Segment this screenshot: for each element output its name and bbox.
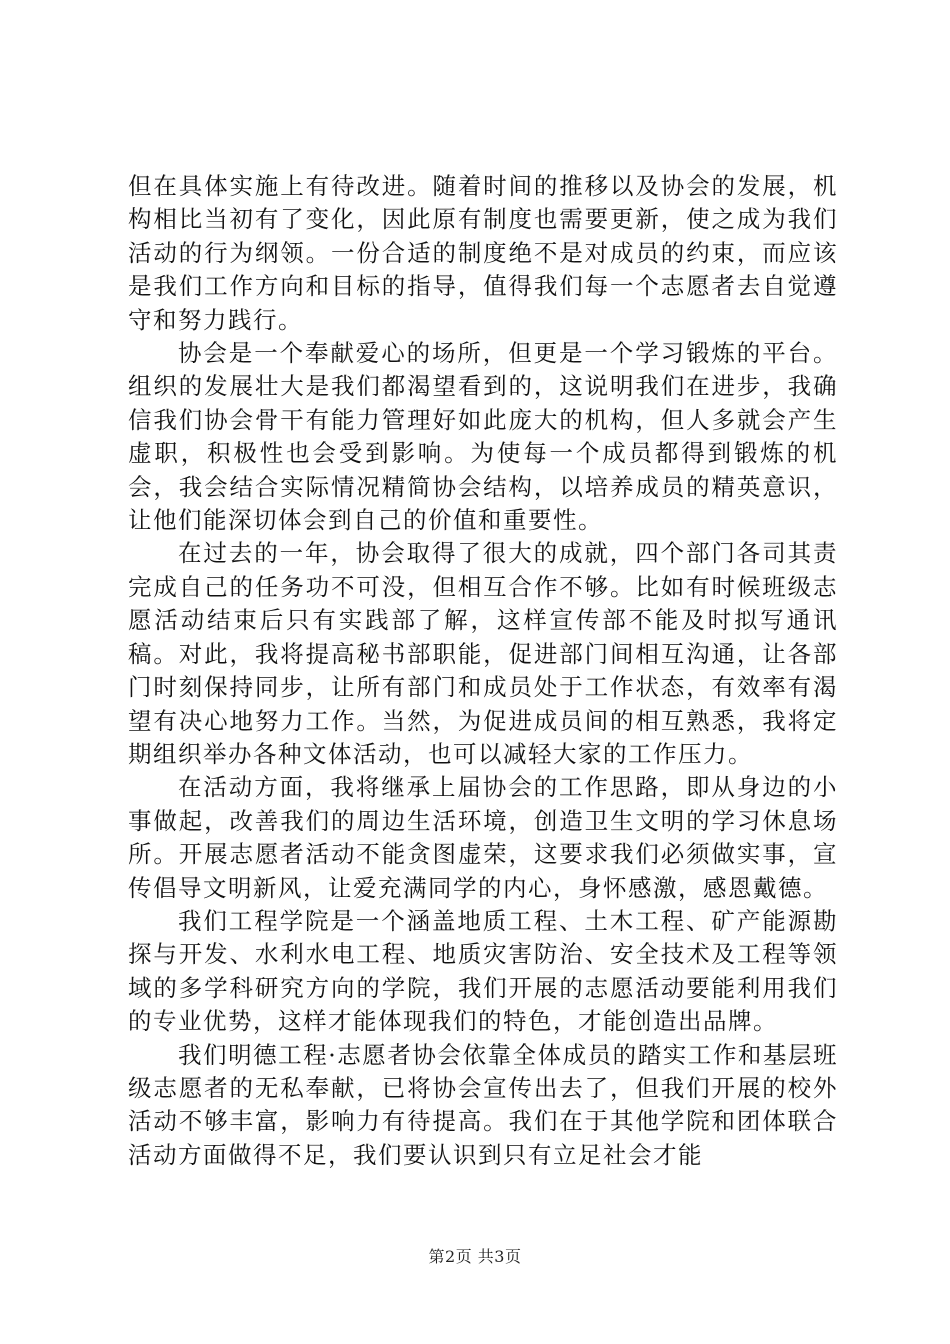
document-body [128, 170, 838, 1172]
paragraph-3: 在过去的一年，协会取得了很大的成就，四个部门各司其责完成自己的任务功不可没，但相互合作不够。比如有时候班级志愿活动结束后只有实践部了解，这样宣传部不能及时拟写通讯稿。对此，我将提高秘书部职能，促进部门间相互沟通，让各部门时刻保持同步，让所有部门和成员处于工作状态，有效率有渴望有决心地努力工作。当然，为促进成员间的相互熟悉，我将定期组织举办各种文体活动，也可以减轻大家的工作压力。 [128, 539, 838, 768]
page-footer: 第2页 共3页 [428, 1247, 522, 1266]
paragraph-1: 但在具体实施上有待改进。随着时间的推移以及协会的发展，机构相比当初有了变化，因此原有制度也需要更新，使之成为我们活动的行为纲领。一份合适的制度绝不是对成员的约束，而应该是我们工作方向和目标的指导，值得我们每一个志愿者去自觉遵守和努力践行。 [128, 172, 838, 334]
paragraph-6: 我们明德工程·志愿者协会依靠全体成员的踏实工作和基层班级志愿者的无私奉献，已将协会宣传出去了，但我们开展的校外活动不够丰富，影响力有待提高。我们在于其他学院和团体联合活动方面做得不足，我们要认识到只有立足社会才能 [128, 1040, 838, 1169]
paragraph-2: 协会是一个奉献爱心的场所，但更是一个学习锻炼的平台。组织的发展壮大是我们都渴望看到的，这说明我们在进步，我确信我们协会骨干有能力管理好如此庞大的机构，但人多就会产生虚职，积极性也会受到影响。为使每一个成员都得到锻炼的机会，我会结合实际情况精简协会结构，以培养成员的精英意识，让他们能深切体会到自己的价值和重要性。 [128, 339, 838, 535]
paragraph-5: 我们工程学院是一个涵盖地质工程、土木工程、矿产能源勘探与开发、水利水电工程、地质灾害防治、安全技术及工程等领域的多学科研究方向的学院，我们开展的志愿活动要能利用我们的专业优势，这样才能体现我们的特色，才能创造出品牌。 [128, 906, 838, 1036]
paragraph-4: 在活动方面，我将继承上届协会的工作思路，即从身边的小事做起，改善我们的周边生活环境，创造卫生文明的学习休息场所。开展志愿者活动不能贪图虚荣，这要求我们必须做实事，宣传倡导文明新风，让爱充满同学的内心，身怀感激，感恩戴德。 [128, 773, 838, 902]
